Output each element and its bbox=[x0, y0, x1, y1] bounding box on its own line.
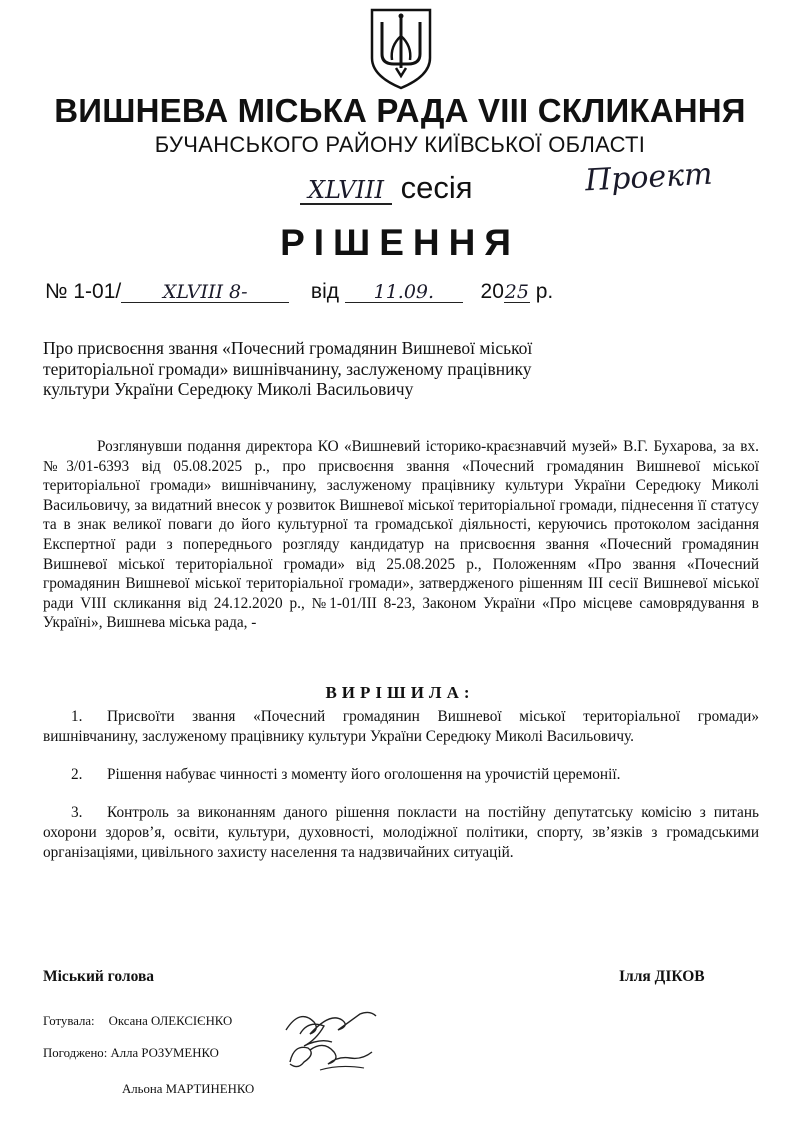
item-text: Рішення набуває чинності з моменту його оголошення на урочистій церемонії. bbox=[107, 766, 621, 783]
agreed-by bbox=[43, 1046, 219, 1061]
decision-subject: Про присвоєння звання «Почесний громадянин Вишневої міської територіальної громади» вишнівчанину, заслуженому працівнику культури України Середюку Миколі Васильовичу bbox=[43, 338, 533, 399]
resolution-item-1 bbox=[43, 707, 759, 747]
agreed-name-2: Альона МАРТИНЕНКО bbox=[122, 1082, 255, 1096]
number-prefix: № 1-01/ bbox=[45, 280, 122, 303]
session-label: сесія bbox=[400, 170, 473, 205]
council-subtitle: БУЧАНСЬКОГО РАЙОНУ КИЇВСЬКОЇ ОБЛАСТІ bbox=[154, 132, 646, 157]
handwritten-signatures bbox=[280, 1000, 390, 1080]
decision-title: РІШЕННЯ bbox=[280, 222, 520, 263]
decision-number-line bbox=[45, 280, 553, 304]
council-title: ВИШНЕВА МІСЬКА РАДА VIII СКЛИКАННЯ bbox=[54, 92, 746, 129]
decision-date: 11.09. bbox=[373, 281, 435, 303]
decision-number: XLVIII 8- bbox=[162, 281, 248, 303]
year-prefix: 20 bbox=[480, 280, 504, 303]
item-number: 3. bbox=[71, 804, 83, 821]
session-line bbox=[300, 170, 473, 206]
prepared-by bbox=[43, 1014, 232, 1029]
mayor-label: Міський голова bbox=[43, 968, 155, 985]
resolution-item-2 bbox=[43, 765, 759, 785]
trident-coat-of-arms-icon bbox=[368, 6, 434, 90]
preamble: Розглянувши подання директора КО «Вишневий історико-краєзнавчий музей» В.Г. Бухарова, за вх. №3/01-6393 від 05.08.2025 р., про присвоєння звання «Почесний громадянин Вишневої міської територіальної громади» вишнівчанину, заслуженому працівнику культури України Середюку Миколі Васильовичу, за видатний внесок у розвиток Вишневої міської територіальної громади, піднесення її статусу та в знак великої поваги до його культурної та громадської діяльності, керуючись протоколом засідання Експертної ради з попереднього розгляду кандидатур на присвоєння звання «Почесний громадянин Вишневої міської територіальної громади» від 25.08.2025 р., Положенням «Про звання «Почесний громадянин Вишневої міської територіальної громади», затвердженого рішенням ІІІ сесії Вишневої міської ради VIII скликання від 24.12.2020 р., №1-01/ІІІ 8-23, Законом України «Про місцеве самоврядування в Україні», Вишнева міська рада, - bbox=[43, 438, 759, 632]
year-suffix: р. bbox=[535, 280, 554, 303]
item-number: 2. bbox=[71, 766, 83, 783]
agreed-label: Погоджено: bbox=[43, 1046, 108, 1060]
agreed-name-1: Алла РОЗУМЕНКО bbox=[110, 1046, 219, 1060]
item-number: 1. bbox=[71, 708, 83, 725]
item-text: Контроль за виконанням даного рішення покласти на постійну депутатську комісію з питань охорони здоров’я, освіти, культури, духовності, молодіжної політики, спорту, зв’язків з громадськими організаціями, цивільного захисту населення та надзвичайних ситуацій. bbox=[43, 804, 759, 861]
session-number: XLVIII bbox=[300, 177, 392, 205]
prepared-name: Оксана ОЛЕКСІЄНКО bbox=[108, 1014, 233, 1028]
resolution-item-3 bbox=[43, 803, 759, 863]
decision-year: 25 bbox=[504, 281, 529, 303]
mayor-name: Ілля ДІКОВ bbox=[619, 968, 705, 985]
date-prefix: від bbox=[310, 280, 339, 303]
prepared-label: Готувала: bbox=[43, 1014, 95, 1028]
resolved-heading: ВИРІШИЛА: bbox=[325, 683, 475, 702]
item-text: Присвоїти звання «Почесний громадянин Вишневої міської територіальної громади» вишнівчанину, заслуженому працівнику культури України Середюку Миколі Васильовичу. bbox=[43, 708, 759, 745]
draft-mark: Проект bbox=[584, 156, 714, 199]
